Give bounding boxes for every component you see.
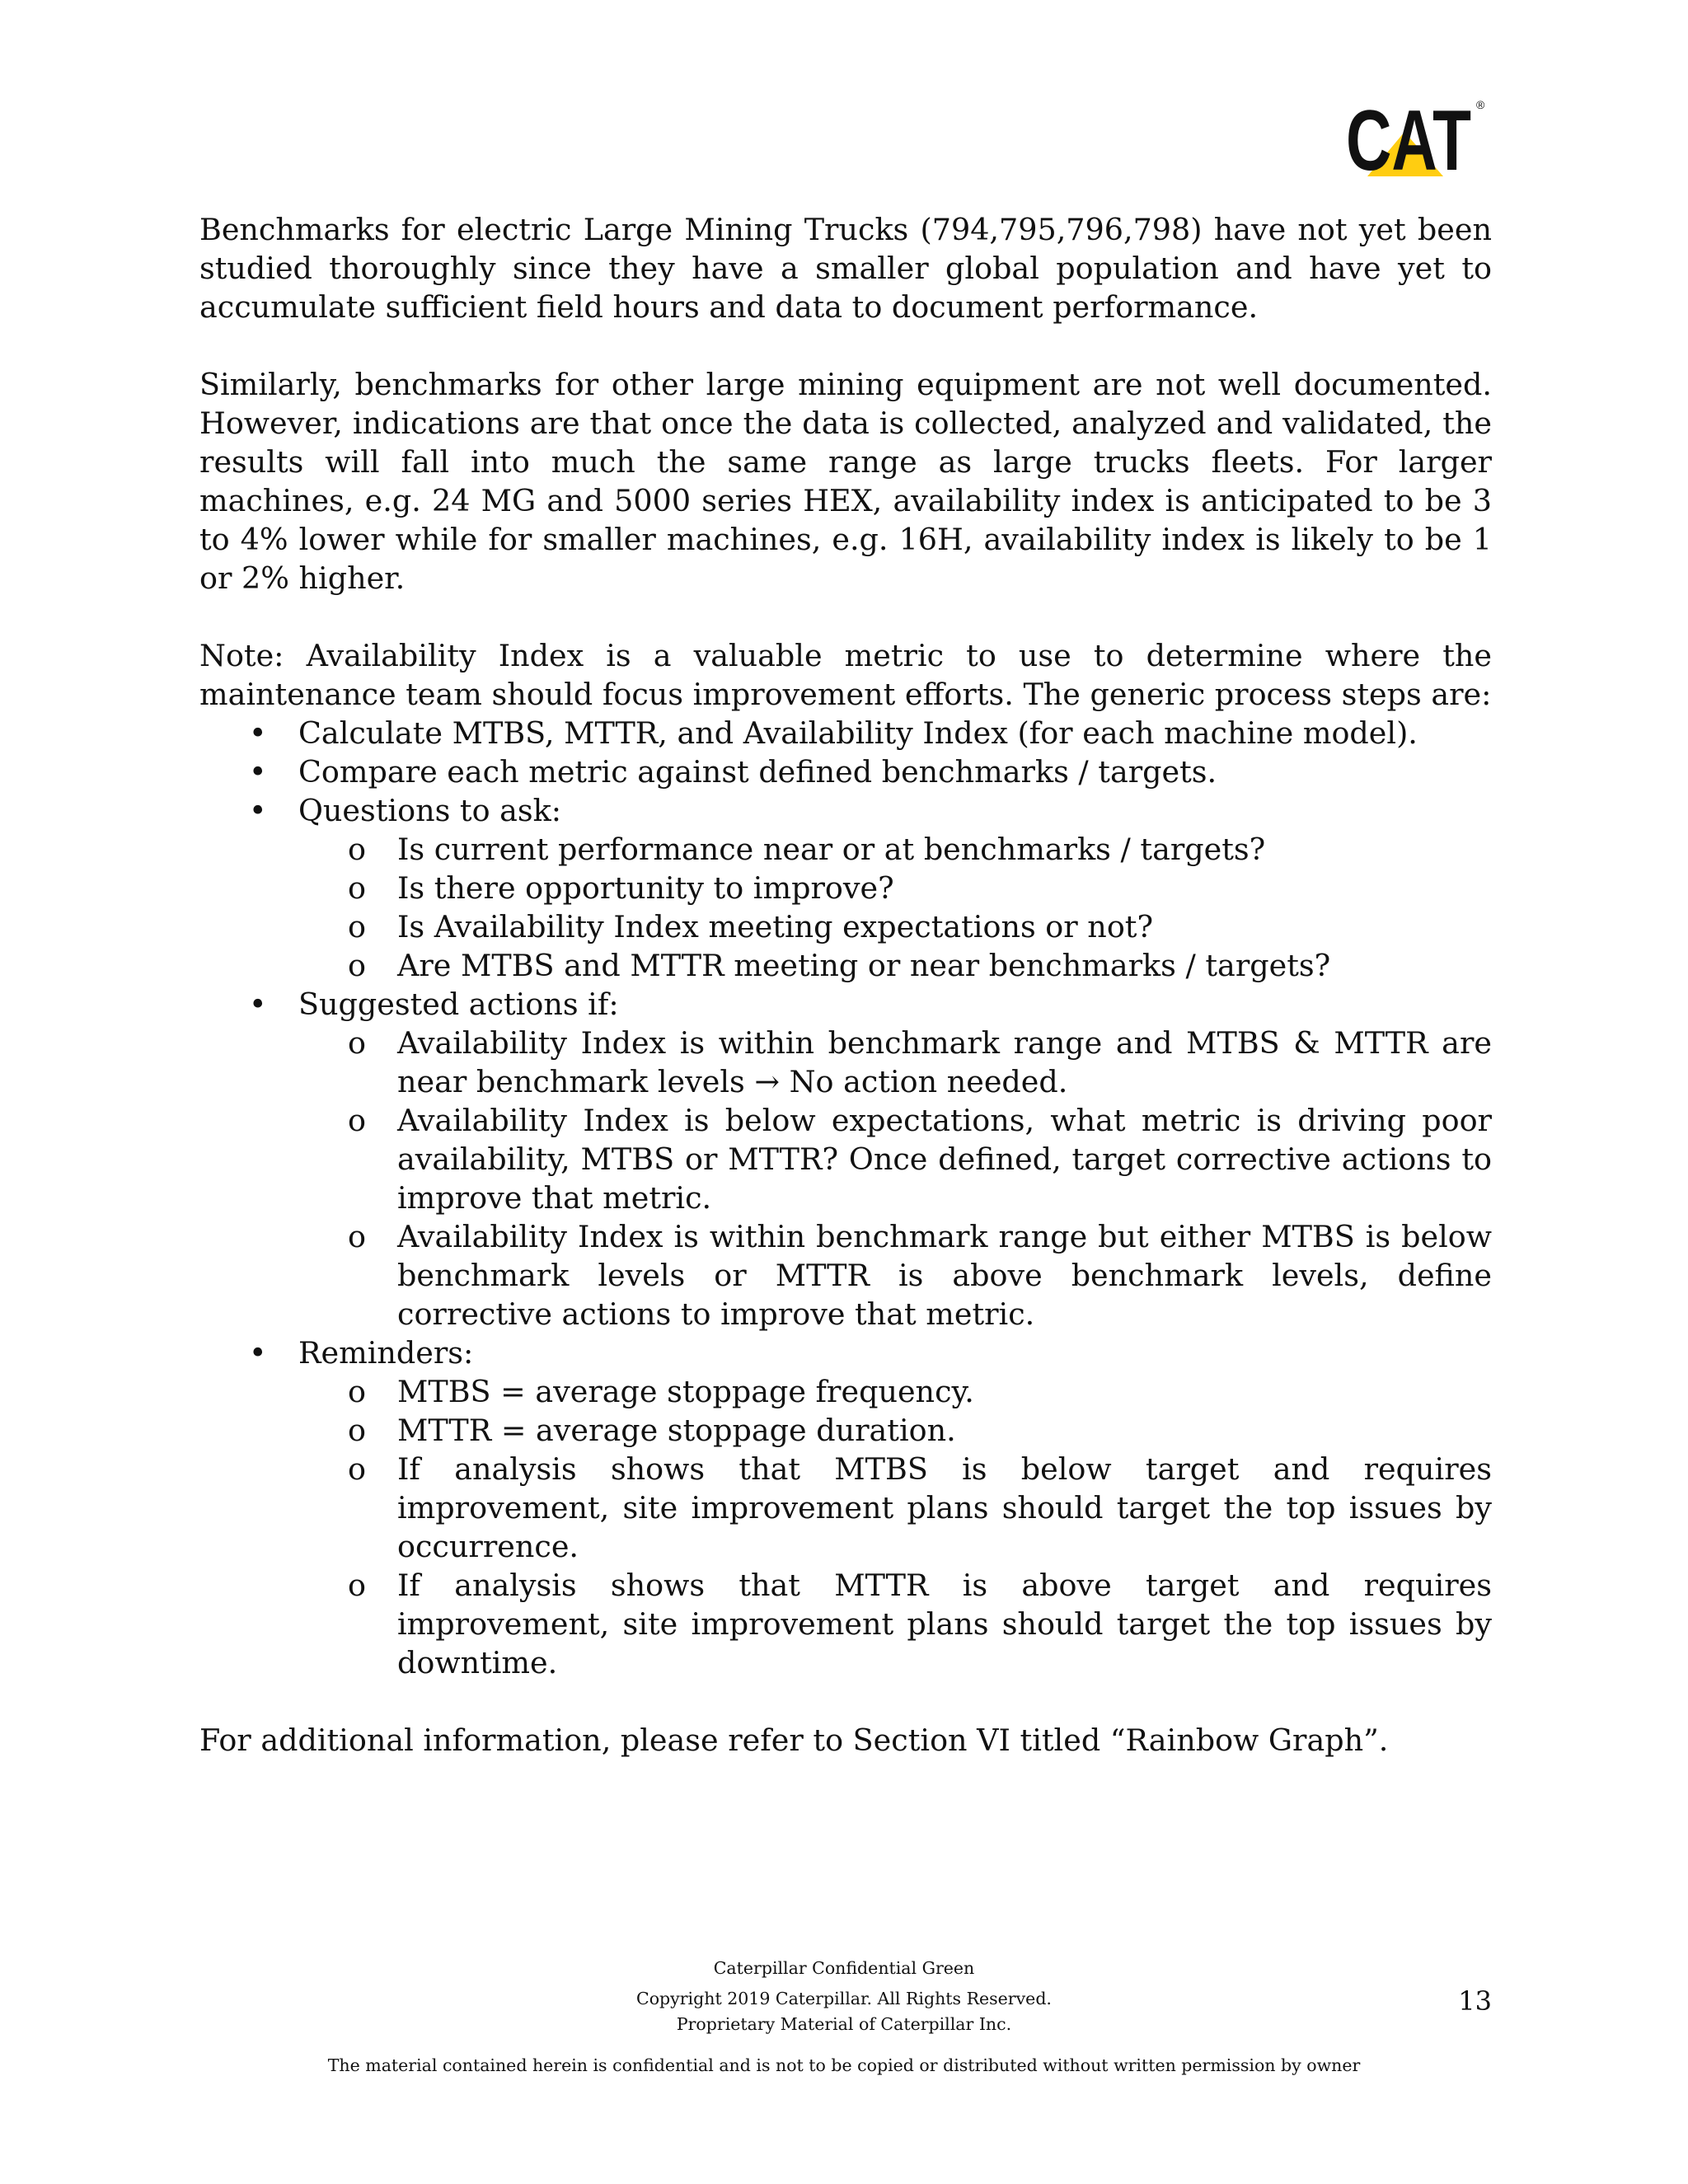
bullet-icon: • — [249, 1335, 267, 1371]
list-item — [199, 714, 1492, 752]
sub-list-item-text: MTTR = average stoppage duration. — [397, 1413, 956, 1448]
sub-list-item-text: Is current performance near or at benchmarks / targets? — [397, 832, 1266, 867]
list-item — [199, 1333, 1492, 1372]
circle-bullet-icon: o — [348, 870, 366, 906]
circle-bullet-icon: o — [348, 832, 366, 867]
footer-copyright: Copyright 2019 Caterpillar. All Rights Reserved. — [636, 1989, 1052, 2008]
paragraph-electric-trucks: Benchmarks for electric Large Mining Trucks (794,795,796,798) have not yet been studied thoroughly since they have a smaller global population and have yet to accumulate sufficient field hours and data to document performance. — [199, 212, 1492, 325]
sub-list-item — [199, 830, 1492, 869]
circle-bullet-icon: o — [348, 909, 366, 944]
footer-disclaimer: The material contained herein is confidential and is not to be copied or distributed without written permission by owner — [327, 2055, 1361, 2075]
questions-sublist — [199, 830, 1492, 985]
logo-text: CAT — [1346, 97, 1471, 180]
list-item-text: Compare each metric against defined benchmarks / targets. — [298, 754, 1217, 790]
bullet-icon: • — [249, 793, 267, 828]
circle-bullet-icon: o — [348, 1025, 366, 1061]
bullet-icon: • — [249, 715, 267, 751]
circle-bullet-icon: o — [348, 948, 366, 983]
sub-list-item-text: If analysis shows that MTBS is below target and requires improvement, site improvement plans should target the top issues by occurrence. — [397, 1451, 1492, 1564]
sub-list-item-text: MTBS = average stoppage frequency. — [397, 1374, 974, 1409]
list-item-text: Suggested actions if: — [298, 987, 619, 1022]
list-item — [199, 752, 1492, 791]
list-item-text: Questions to ask: — [298, 793, 562, 828]
sub-list-item — [199, 946, 1492, 985]
page-number: 13 — [1458, 1985, 1492, 2017]
footer-proprietary: Proprietary Material of Caterpillar Inc. — [676, 2014, 1012, 2034]
sub-list-item-text: Are MTBS and MTTR meeting or near benchmarks / targets? — [397, 948, 1331, 983]
process-steps-list — [199, 714, 1492, 830]
paragraph-other-equipment: Similarly, benchmarks for other large mining equipment are not well documented. However, indications are that once the data is collected, analyzed and validated, the results will fall into much the same range as large trucks fleets. For larger machines, e.g. 24 MG and 5000 series HEX, availability index is anticipated to be 3 to 4% lower while for smaller machines, e.g. 16H, availability index is likely to be 1 or 2% higher. — [199, 367, 1492, 596]
sub-list-item-text: Availability Index is within benchmark range but either MTBS is below benchmark levels or MTTR is above benchmark levels, define corrective actions to improve that metric. — [397, 1219, 1492, 1332]
circle-bullet-icon: o — [348, 1103, 366, 1138]
sub-list-item-text: Availability Index is below expectations, what metric is driving poor availability, MTBS or MTTR? Once defined, target corrective actions to improve that metric. — [397, 1103, 1492, 1216]
sub-list-item — [199, 1372, 1492, 1411]
process-steps-list — [199, 1333, 1492, 1372]
paragraph-note: Note: Availability Index is a valuable metric to use to determine where the maintenance team should focus improvement efforts. The generic process steps are: — [199, 638, 1492, 712]
sub-list-item — [199, 907, 1492, 946]
circle-bullet-icon: o — [348, 1219, 366, 1254]
circle-bullet-icon: o — [348, 1413, 366, 1448]
circle-bullet-icon: o — [348, 1568, 366, 1603]
reminders-sublist — [199, 1372, 1492, 1682]
process-steps-list — [199, 985, 1492, 1024]
document-body — [199, 210, 1492, 1760]
sub-list-item-text: If analysis shows that MTTR is above target and requires improvement, site improvement plans should target the top issues by downtime. — [397, 1568, 1492, 1680]
sub-list-item — [199, 1101, 1492, 1217]
sub-list-item — [199, 1217, 1492, 1333]
list-item — [199, 985, 1492, 1024]
actions-sublist — [199, 1024, 1492, 1333]
sub-list-item-text: Availability Index is within benchmark range and MTBS & MTTR are near benchmark levels → No action needed. — [397, 1025, 1492, 1099]
registered-mark: ® — [1476, 98, 1485, 111]
sub-list-item — [199, 1024, 1492, 1101]
circle-bullet-icon: o — [348, 1374, 366, 1409]
list-item — [199, 791, 1492, 830]
sub-list-item — [199, 1411, 1492, 1450]
paragraph-closing: For additional information, please refer to Section VI titled “Rainbow Graph”. — [199, 1722, 1389, 1758]
circle-bullet-icon: o — [348, 1451, 366, 1487]
cat-logo — [1346, 97, 1490, 180]
sub-list-item-text: Is there opportunity to improve? — [397, 870, 894, 906]
bullet-icon: • — [249, 754, 267, 790]
sub-list-item-text: Is Availability Index meeting expectations or not? — [397, 909, 1154, 944]
bullet-icon: • — [249, 987, 267, 1022]
list-item-text: Calculate MTBS, MTTR, and Availability Index (for each machine model). — [298, 715, 1418, 751]
sub-list-item — [199, 869, 1492, 907]
footer-confidential: Caterpillar Confidential Green — [713, 1958, 975, 1978]
sub-list-item — [199, 1450, 1492, 1566]
sub-list-item — [199, 1566, 1492, 1682]
list-item-text: Reminders: — [298, 1335, 474, 1371]
